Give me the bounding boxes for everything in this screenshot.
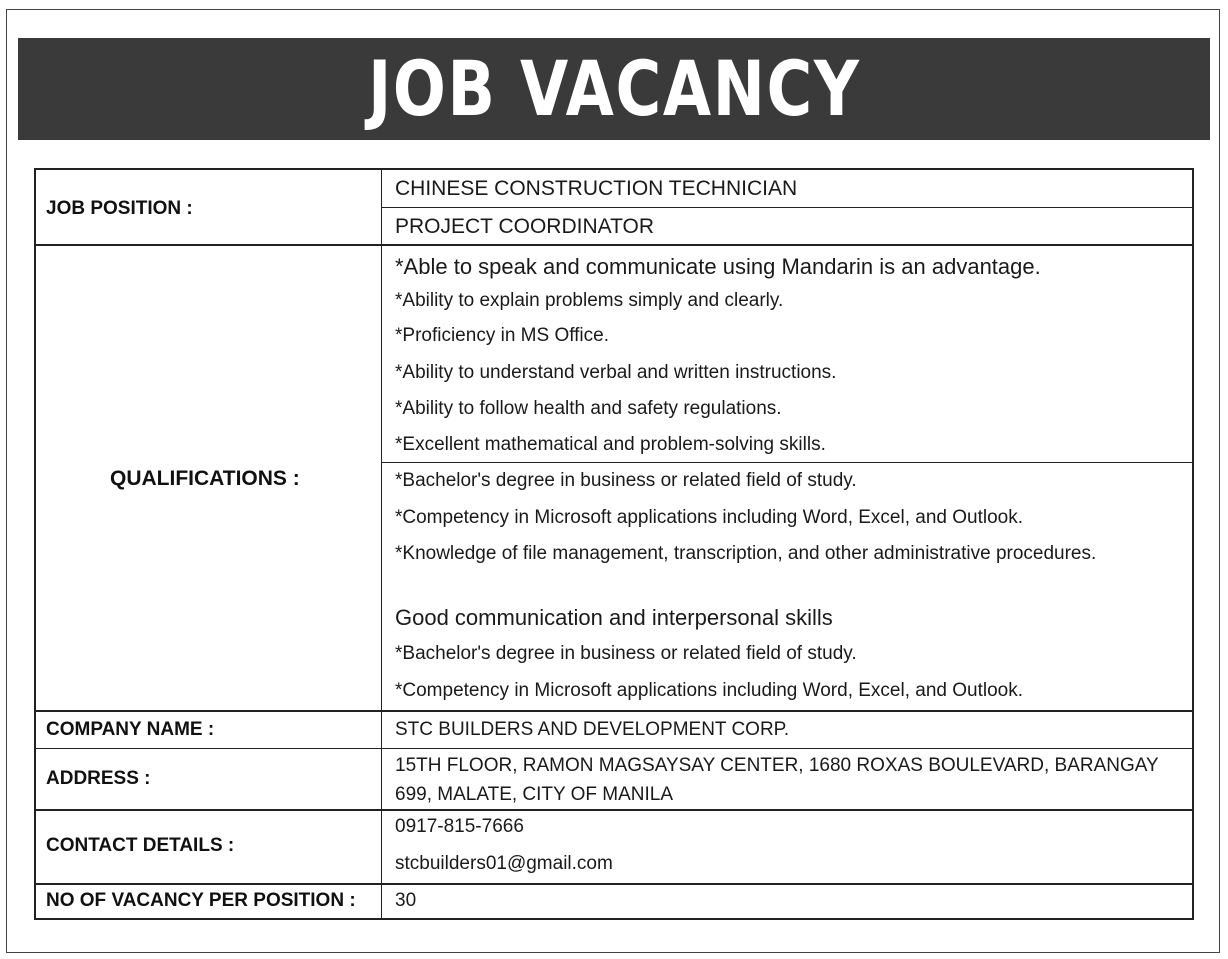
qualification-item: *Able to speak and communicate using Mandarin is an advantage. bbox=[395, 254, 1041, 279]
contact-email: stcbuilders01@gmail.com bbox=[395, 853, 613, 874]
qualification-item: *Ability to follow health and safety regulations. bbox=[395, 398, 782, 419]
row-divider bbox=[35, 244, 1193, 246]
address-value: 15TH FLOOR, RAMON MAGSAYSAY CENTER, 1680 ROXAS BOULEVARD, BARANGAY 699, MALATE, CITY OF MANILA bbox=[395, 755, 1159, 805]
contact-phone: 0917-815-7666 bbox=[395, 816, 524, 837]
job-position-label: JOB POSITION : bbox=[46, 198, 193, 219]
company-name-label: COMPANY NAME : bbox=[46, 719, 215, 740]
qualification-item: *Bachelor's degree in business or related field of study. bbox=[395, 470, 857, 491]
qualification-item: *Proficiency in MS Office. bbox=[395, 325, 610, 346]
address-label: ADDRESS : bbox=[46, 768, 151, 789]
row-divider bbox=[381, 207, 1193, 208]
row-divider bbox=[35, 748, 1193, 749]
qualification-item: *Knowledge of file management, transcription, and other administrative procedures. bbox=[395, 543, 1097, 564]
qualification-item: Good communication and interpersonal skills bbox=[395, 605, 833, 630]
qualification-item: *Bachelor's degree in business or related field of study. bbox=[395, 643, 857, 664]
column-divider bbox=[381, 169, 382, 919]
page-title: JOB VACANCY bbox=[367, 44, 861, 133]
qualification-item: *Ability to understand verbal and written instructions. bbox=[395, 362, 837, 383]
company-name-value: STC BUILDERS AND DEVELOPMENT CORP. bbox=[395, 719, 790, 740]
contact-details-label: CONTACT DETAILS : bbox=[46, 835, 235, 856]
qualification-item: *Excellent mathematical and problem-solving skills. bbox=[395, 434, 826, 455]
row-divider bbox=[35, 809, 1193, 811]
job-position-value: PROJECT COORDINATOR bbox=[395, 215, 655, 238]
job-position-value: CHINESE CONSTRUCTION TECHNICIAN bbox=[395, 177, 798, 200]
vacancy-count-value: 30 bbox=[395, 890, 417, 911]
qualification-item: *Ability to explain problems simply and clearly. bbox=[395, 290, 784, 311]
qualification-item: *Competency in Microsoft applications including Word, Excel, and Outlook. bbox=[395, 680, 1024, 701]
row-divider bbox=[381, 462, 1193, 463]
vacancy-count-label: NO OF VACANCY PER POSITION : bbox=[46, 890, 356, 911]
row-divider bbox=[35, 883, 1193, 885]
qualifications-label: QUALIFICATIONS : bbox=[110, 467, 300, 490]
title-banner bbox=[18, 38, 1210, 140]
row-divider bbox=[35, 710, 1193, 712]
qualification-item: *Competency in Microsoft applications including Word, Excel, and Outlook. bbox=[395, 507, 1024, 528]
